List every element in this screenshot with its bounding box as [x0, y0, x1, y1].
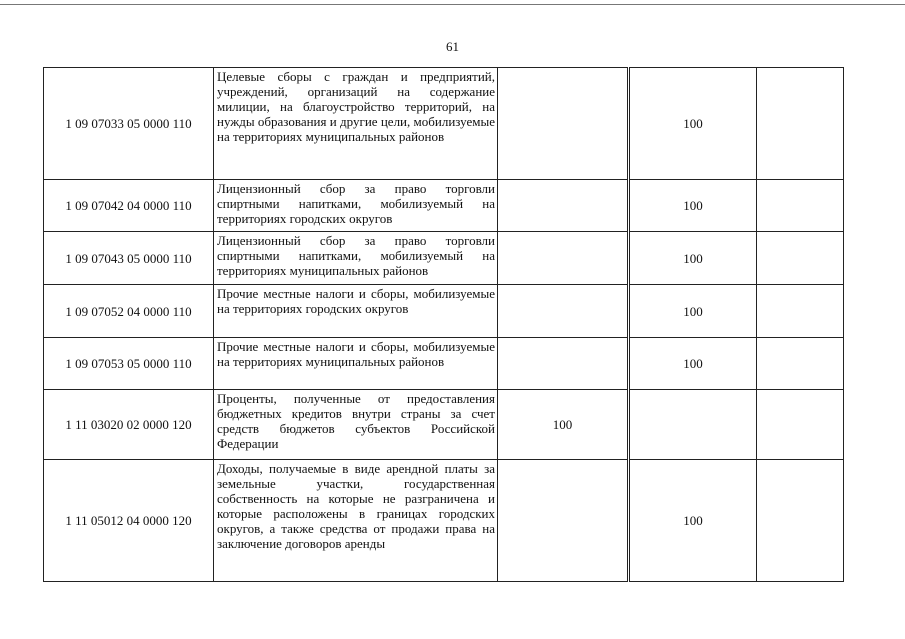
table-row — [44, 232, 844, 285]
row-value-col5 — [757, 285, 844, 338]
row-value-col4: 100 — [629, 285, 757, 338]
row-value-col5 — [757, 232, 844, 285]
row-value-col4: 100 — [629, 68, 757, 180]
row-value-col4: 100 — [629, 180, 757, 232]
row-value-col4: 100 — [629, 460, 757, 582]
row-name: Прочие местные налоги и сборы, мобилизуемые на территориях городских округов — [214, 285, 498, 338]
row-code: 1 09 07052 04 0000 110 — [44, 285, 214, 338]
table-row — [44, 180, 844, 232]
row-value-col5 — [757, 180, 844, 232]
table-row — [44, 460, 844, 582]
row-name: Доходы, получаемые в виде арендной платы за земельные участки, государственная собственность на которые не разграничена и которые расположены в границах городских округов, а также средства от продажи права на заключение договоров аренды — [214, 460, 498, 582]
table-row — [44, 68, 844, 180]
row-value-col3 — [498, 68, 629, 180]
row-value-col4 — [629, 390, 757, 460]
row-code: 1 09 07033 05 0000 110 — [44, 68, 214, 180]
row-value-col5 — [757, 460, 844, 582]
row-value-col5 — [757, 338, 844, 390]
row-code: 1 09 07053 05 0000 110 — [44, 338, 214, 390]
row-code: 1 09 07043 05 0000 110 — [44, 232, 214, 285]
row-value-col3 — [498, 232, 629, 285]
row-value-col3 — [498, 180, 629, 232]
row-value-col3 — [498, 460, 629, 582]
row-value-col4: 100 — [629, 338, 757, 390]
row-name: Прочие местные налоги и сборы, мобилизуемые на территориях муниципальных районов — [214, 338, 498, 390]
row-name: Проценты, полученные от предоставления бюджетных кредитов внутри страны за счет средств бюджетов субъектов Российской Федерации — [214, 390, 498, 460]
revenue-codes-table — [43, 67, 844, 582]
table-row — [44, 285, 844, 338]
row-value-col5 — [757, 68, 844, 180]
row-value-col5 — [757, 390, 844, 460]
table-row — [44, 338, 844, 390]
row-value-col3 — [498, 338, 629, 390]
row-code: 1 11 05012 04 0000 120 — [44, 460, 214, 582]
row-name: Целевые сборы с граждан и предприятий, учреждений, организаций на содержание милиции, на благоустройство территорий, на нужды образования и другие цели, мобилизуемые на территориях муниципальных районов — [214, 68, 498, 180]
row-name: Лицензионный сбор за право торговли спиртными напитками, мобилизуемый на территориях городских округов — [214, 180, 498, 232]
row-value-col3 — [498, 285, 629, 338]
row-value-col4: 100 — [629, 232, 757, 285]
page-number: 61 — [446, 39, 459, 54]
row-name: Лицензионный сбор за право торговли спиртными напитками, мобилизуемый на территориях муниципальных районов — [214, 232, 498, 285]
table-row — [44, 390, 844, 460]
row-code: 1 09 07042 04 0000 110 — [44, 180, 214, 232]
row-code: 1 11 03020 02 0000 120 — [44, 390, 214, 460]
row-value-col3: 100 — [498, 390, 629, 460]
top-border-line — [0, 4, 905, 5]
